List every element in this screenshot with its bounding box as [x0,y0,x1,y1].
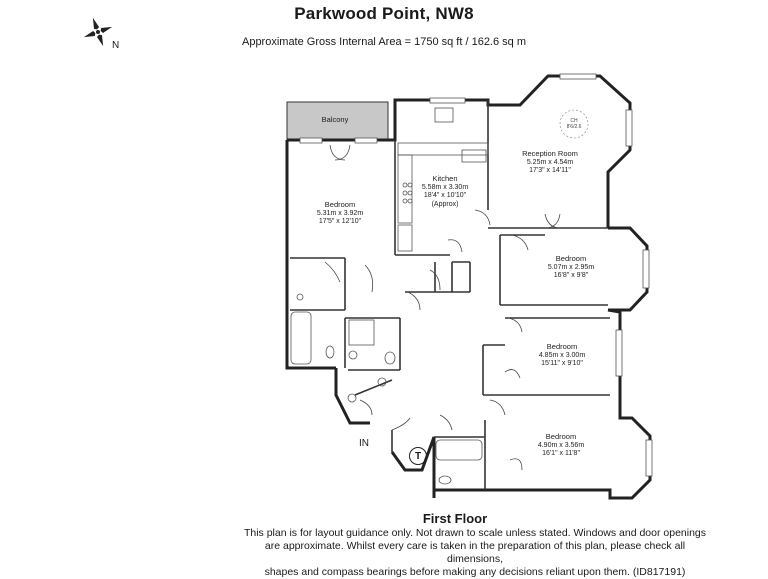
disclaimer-line: are approximate. Whilst every care is taken in the preparation of this plan, please check all dimensions, [264,540,686,565]
room-kitchen [410,175,480,209]
bathroom-fittings [291,294,482,484]
disclaimer-line: This plan is for layout guidance only. Not drawn to scale unless stated. Windows and door openings [243,527,707,539]
room-metric: 5.07m x 2.95m [547,263,595,271]
room-bedroom-2 [536,255,606,281]
room-name: Kitchen [432,174,458,183]
room-imperial: 17'5" x 12'10" [318,218,362,225]
compass-north-label: N [112,40,120,51]
tank-marker: T [409,447,427,465]
room-name: Bedroom [555,254,587,263]
balcony-label: Balcony [321,115,349,124]
room-name: Reception Room [522,149,578,158]
disclaimer-line: shapes and compass bearings before making any decisions reliant upon them. (ID817191) [264,566,686,578]
room-name: Bedroom [545,432,577,441]
ch-value: 8'6/2.6 [566,124,582,130]
room-metric: 4.90m x 3.56m [537,441,585,449]
room-name: Bedroom [324,200,356,209]
gross-area: Approximate Gross Internal Area = 1750 sq ft / 162.6 sq m [241,36,526,48]
room-metric: 5.31m x 3.92m [316,209,364,217]
ceiling-height-label [554,118,594,130]
page-title: Parkwood Point, NW8 [294,4,474,23]
floor-label: First Floor [422,511,488,526]
room-metric: 5.25m x 4.54m [526,158,574,166]
ch-label: CH [570,118,578,124]
room-name: Bedroom [546,342,578,351]
room-imperial: 15'11" x 9'10" [541,360,583,367]
room-bedroom-main [305,201,375,227]
room-note: (Approx) [431,200,459,208]
disclaimer [240,527,710,579]
room-imperial: 18'4" x 10'10" [423,192,467,199]
entrance-label: IN [359,438,369,449]
room-bedroom-4 [526,433,596,459]
room-bedroom-3 [527,343,597,369]
room-reception [515,150,585,176]
room-imperial: 16'1" x 11'8" [542,450,580,457]
room-imperial: 17'3" x 14'11" [529,167,571,174]
room-imperial: 16'8" x 9'8" [553,272,589,279]
room-metric: 4.85m x 3.00m [538,351,586,359]
room-metric: 5.58m x 3.30m [421,183,469,191]
